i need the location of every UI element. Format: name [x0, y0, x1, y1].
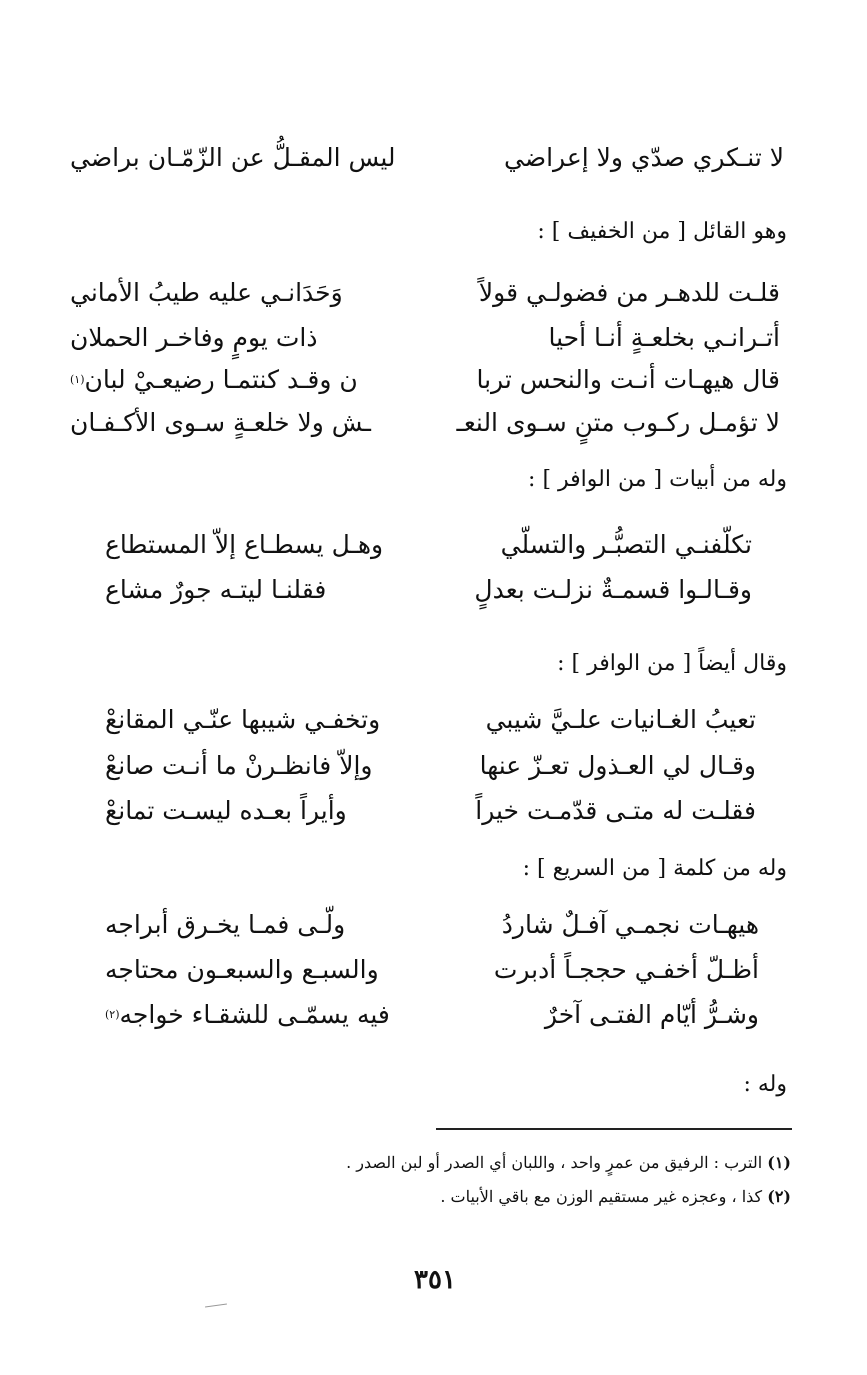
footnote-marker: (١) — [70, 373, 85, 386]
verse-line — [70, 403, 780, 443]
verse-text: ن وقـد كنتمـا رضيعـيْ لبان — [84, 365, 358, 394]
verse-second-hemistich: والسبـع والسبعـون محتاجه — [105, 955, 379, 984]
section-intro: وهو القائل [ من الخفيف ] : — [537, 219, 787, 244]
verse-first-hemistich: تعيبُ الغـانيات علـيَّ شيبي — [485, 705, 756, 734]
verse-first-hemistich: لا تؤمـل ركـوب متنٍ سـوى النعـ — [456, 408, 780, 437]
verse-first-hemistich: وشـرُّ أيّام الفتـى آخرٌ — [544, 1000, 759, 1029]
verse-line — [105, 905, 759, 945]
verse-first-hemistich: فقلـت له متـى قدّمـت خيراً — [475, 796, 756, 825]
section-intro: وقال أيضاً [ من الوافر ] : — [557, 651, 787, 676]
verse-first-hemistich: لا تنـكري صدّي ولا إعراضي — [504, 143, 784, 172]
footnote — [440, 1184, 791, 1210]
verse-second-hemistich: وأيراً بعـده ليسـت تمانعْ — [105, 796, 347, 825]
verse-line — [105, 746, 756, 786]
verse-second-hemistich: وتخفـي شيبها عنّـي المقانعْ — [105, 705, 381, 734]
verse-line — [70, 360, 780, 400]
footnote-text: الترب : الرفيق من عمرٍ واحد ، واللبان أي الصدر أو لبن الصدر . — [346, 1153, 763, 1172]
scan-mark — [205, 1303, 227, 1307]
verse-second-hemistich: وَحَدَانـي عليه طيبُ الأماني — [70, 278, 343, 307]
verse-line — [70, 138, 784, 178]
verse-first-hemistich: وقـالـوا قسمـةٌ نزلـت بعدلٍ — [474, 575, 752, 604]
verse-second-hemistich: وهـل يسطـاع إلاّ المستطاع — [105, 530, 384, 559]
footnote-number: (٢) — [767, 1187, 791, 1206]
verse-line — [105, 525, 752, 565]
section-intro: وله : — [743, 1072, 787, 1097]
verse-second-hemistich: ولّـى فمـا يخـرق أبراجه — [105, 910, 346, 939]
footnote-separator — [436, 1128, 792, 1130]
verse-second-hemistich: ليس المقـلُّ عن الزّمّـان براضي — [70, 143, 396, 172]
verse-first-hemistich: وقـال لي العـذول تعـزّ عنها — [479, 751, 756, 780]
section-intro: وله من كلمة [ من السريع ] : — [522, 856, 787, 881]
verse-first-hemistich: أظـلّ أخفـي حججـاً أدبرت — [493, 955, 759, 984]
verse-second-hemistich: ـش ولا خلعـةٍ سـوى الأكـفـان — [70, 408, 371, 437]
verse-second-hemistich — [105, 995, 415, 1035]
verse-second-hemistich — [70, 360, 400, 400]
verse-text: فيه يسمّـى للشقـاء خواجه — [119, 1000, 390, 1029]
footnote-marker: (٢) — [105, 1008, 120, 1021]
verse-line — [105, 950, 759, 990]
verse-first-hemistich: تكلّفنـي التصبُّـر والتسلّي — [500, 530, 752, 559]
verse-first-hemistich: أتـرانـي بخلعـةٍ أنـا أحيا — [548, 323, 780, 352]
verse-second-hemistich: وإلاّ فانظـرنْ ما أنـت صانعْ — [105, 751, 373, 780]
verse-first-hemistich: قال هيهـات أنـت والنحس تربا — [476, 365, 780, 394]
section-intro: وله من أبيات [ من الوافر ] : — [528, 467, 787, 492]
verse-line — [105, 570, 752, 610]
footnote-number: (١) — [767, 1153, 791, 1172]
verse-line — [105, 791, 756, 831]
verse-second-hemistich: فقلنـا ليتـه جورٌ مشاع — [105, 575, 327, 604]
verse-line — [105, 995, 759, 1035]
footnote-text: كذا ، وعجزه غير مستقيم الوزن مع باقي الأبيات . — [440, 1187, 763, 1206]
verse-line — [70, 273, 780, 313]
verse-second-hemistich: ذات يومٍ وفاخـر الحملان — [70, 323, 318, 352]
page-number: ٣٥١ — [414, 1265, 456, 1295]
verse-line — [105, 700, 756, 740]
verse-first-hemistich: قلـت للدهـر من فضولـي قولاً — [478, 278, 780, 307]
footnote — [346, 1150, 791, 1176]
verse-line — [70, 318, 780, 358]
verse-first-hemistich: هيهـات نجمـي آفـلٌ شاردُ — [501, 910, 759, 939]
